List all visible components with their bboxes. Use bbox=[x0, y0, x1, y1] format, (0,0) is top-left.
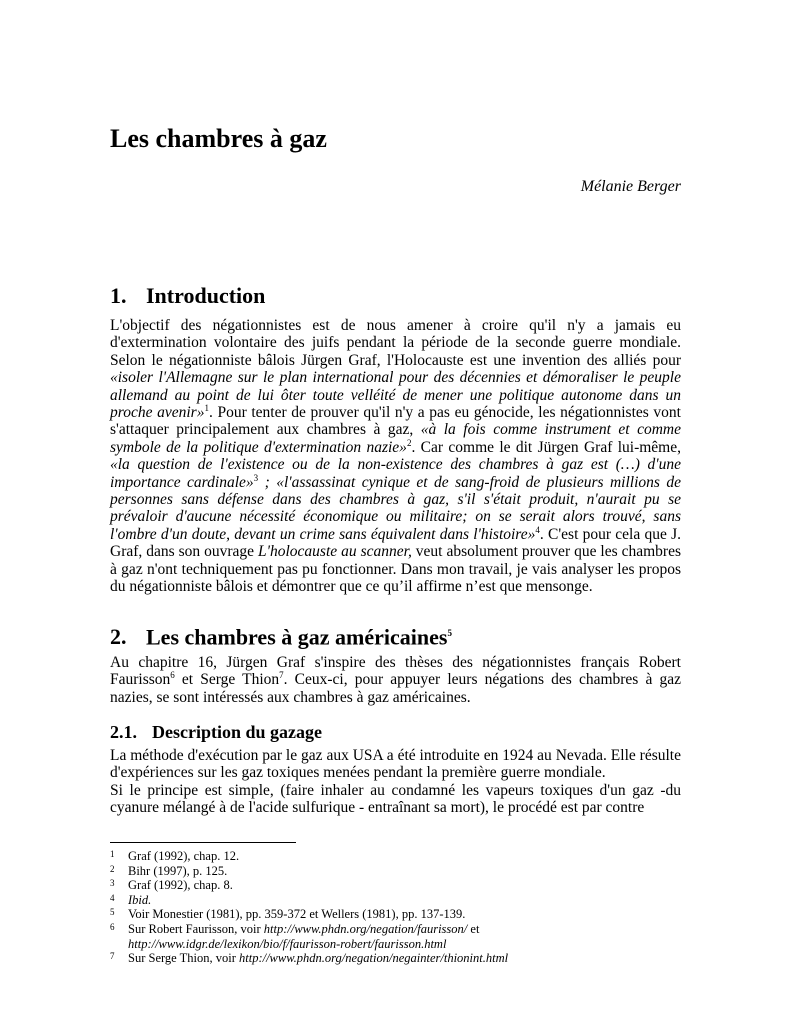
footnote-text: Sur Robert Faurisson, voir bbox=[128, 921, 264, 936]
footnote-number: 4 bbox=[110, 892, 115, 903]
text-run: et Serge Thion bbox=[174, 671, 280, 689]
text-run: Au chapitre 16, Jürgen Graf s'inspire des thèses des négationnistes français Robert Faurisson bbox=[110, 654, 681, 689]
footnote-separator bbox=[110, 842, 296, 843]
footnote-ref: 3 bbox=[253, 472, 259, 483]
footnote-text: Ibid. bbox=[128, 892, 152, 907]
subsection-number: 2.1. bbox=[110, 722, 137, 742]
footnote-number: 3 bbox=[110, 878, 115, 889]
section-heading-american-gas-chambers bbox=[110, 619, 452, 651]
section-number: 2. bbox=[110, 624, 127, 650]
footnote bbox=[110, 849, 681, 864]
footnote bbox=[110, 922, 681, 951]
section-heading-introduction bbox=[110, 282, 265, 310]
footnote-ref: 4 bbox=[535, 524, 540, 535]
footnote-number: 7 bbox=[110, 951, 115, 962]
quote: «la question de l'existence ou de la non-existence des chambres à gaz est (…) d'une importance cardinale» bbox=[110, 456, 681, 491]
footnotes bbox=[110, 849, 681, 966]
text-run: . Car comme le dit Jürgen Graf lui-même, bbox=[411, 438, 681, 456]
subsection-title: Description du gazage bbox=[152, 722, 322, 742]
subsection-heading-gassing-description bbox=[110, 720, 322, 744]
footnote-ref: 7 bbox=[279, 670, 284, 681]
footnote-number: 5 bbox=[110, 907, 115, 918]
quote: ; «l'assassinat cynique et de sang-froid de plusieurs millions de personnes sans défense dans des chambres à gaz, s'il s'était produit, n'aurait pu se prévaloir d'aucune nécessité économique ou militaire; on se serait alors trouvé, sans l'ombre d'un doute, devant un crime sans équivalent dans l'histoire» bbox=[110, 473, 681, 543]
gassing-paragraph-1: La méthode d'exécution par le gaz aux USA a été introduite en 1924 au Nevada. Elle résulte d'expériences sur les gaz toxiques menées pendant la première guerre mondiale. bbox=[110, 747, 681, 782]
text-run: . Pour tenter de prouver qu'il n'y a pas eu génocide, les négationnistes vont s'attaquer principalement aux chambres à gaz, bbox=[110, 404, 681, 439]
footnote-ref: 2 bbox=[406, 437, 412, 448]
footnote-number: 1 bbox=[110, 849, 115, 859]
footnote-ref: 5 bbox=[447, 628, 452, 638]
footnote-text: Voir Monestier (1981), pp. 359-372 et Wellers (1981), pp. 137-139. bbox=[128, 907, 466, 922]
american-gas-chambers-paragraph bbox=[110, 654, 681, 706]
author-name: Mélanie Berger bbox=[580, 178, 681, 195]
introduction-paragraph bbox=[110, 317, 681, 596]
section-title: Les chambres à gaz américaines bbox=[146, 624, 448, 650]
quote: «isoler l'Allemagne sur le plan international pour des décennies et démoraliser le peuple allemand au point de lui ôter toute velléité de mener une politique autonome dans un proche avenir» bbox=[110, 369, 681, 422]
footnote-ref: 1 bbox=[204, 402, 209, 413]
footnote-link[interactable]: http://www.phdn.org/negation/faurisson/ bbox=[263, 921, 468, 936]
footnote-number: 2 bbox=[110, 863, 115, 874]
footnote bbox=[110, 893, 681, 908]
footnote bbox=[110, 951, 681, 966]
gassing-paragraph-2: Si le principe est simple, (faire inhaler au condamné les vapeurs toxiques d'un gaz -du cyanure mélangé à de l'acide sulfurique - entraînant sa mort), le procédé est par contre bbox=[110, 782, 681, 817]
quote: «à la fois comme instrument et comme symbole de la politique d'extermination nazie» bbox=[110, 421, 681, 456]
footnote-number: 6 bbox=[110, 921, 115, 932]
text-run: . Ceux-ci, pour appuyer leurs négations des chambres à gaz nazies, se sont intéressés aux chambres à gaz américaines. bbox=[110, 671, 681, 706]
text-run: . C'est pour cela que J. Graf, dans son ouvrage bbox=[110, 525, 681, 561]
footnote-link[interactable]: http://www.idgr.de/lexikon/bio/f/faurisson-robert/faurisson.html bbox=[128, 936, 447, 951]
document-title: Les chambres à gaz bbox=[110, 124, 327, 153]
footnote-text: Sur Serge Thion, voir bbox=[128, 951, 239, 966]
footnote-text: et bbox=[467, 921, 480, 936]
footnote bbox=[110, 907, 681, 922]
footnote-link[interactable]: http://www.phdn.org/negation/negainter/thionint.html bbox=[239, 951, 509, 966]
section-number: 1. bbox=[110, 283, 127, 308]
footnote-text: Graf (1992), chap. 8. bbox=[128, 878, 233, 893]
book-title: L'holocauste au scanner, bbox=[258, 543, 412, 561]
footnote bbox=[110, 864, 681, 879]
text-run: L'objectif des négationnistes est de nous amener à croire qu'il n'y a jamais eu d'extermination volontaire des juifs pendant la période de la seconde guerre mondiale. Selon le négationniste bâlois Jürgen Graf, l'Holocauste est une invention des alliés pour bbox=[110, 317, 681, 369]
text-run: veut absolument prouver que les chambres à gaz n'ont techniquement pas pu fonctionner. Dans mon travail, je vais analyser les propos du négationniste bâlois et démontrer que ce qu’il affirme n’est que mensonge. bbox=[110, 543, 682, 596]
footnote-text: Bihr (1997), p. 125. bbox=[128, 863, 228, 878]
footnote bbox=[110, 878, 681, 893]
footnote-text: Graf (1992), chap. 12. bbox=[128, 849, 240, 863]
footnote-ref: 6 bbox=[170, 670, 175, 681]
section-title: Introduction bbox=[146, 283, 266, 308]
